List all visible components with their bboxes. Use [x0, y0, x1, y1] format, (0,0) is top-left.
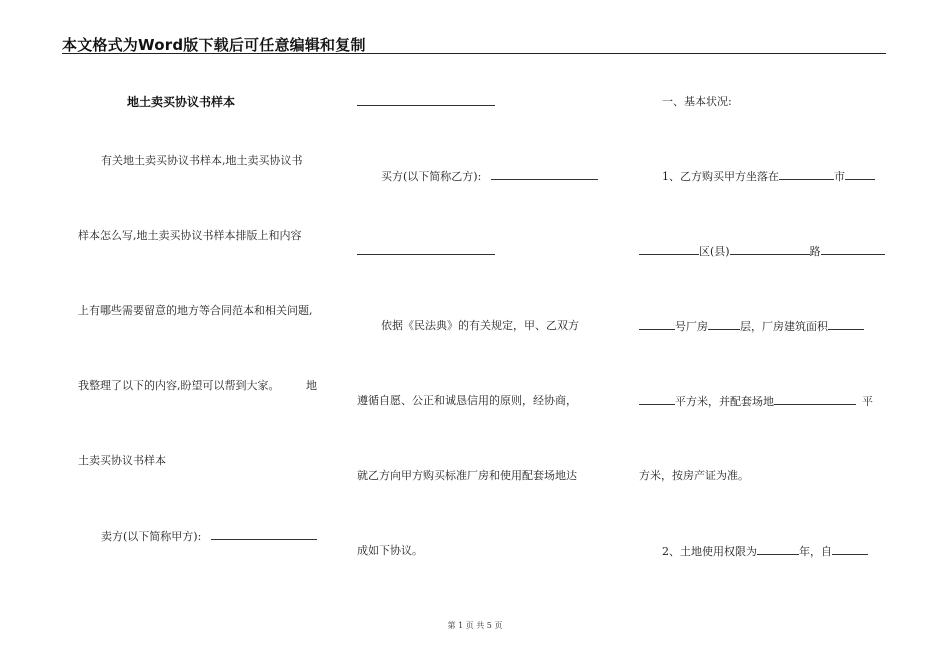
col2-top-blank-row: [357, 95, 495, 110]
header-rule: [62, 53, 886, 54]
sqm-blank: [639, 394, 675, 405]
col3-text-1: 1、乙方购买甲方坐落在: [662, 170, 779, 183]
col2-line-4: 就乙方向甲方购买标准厂房和使用配套场地达: [357, 469, 577, 482]
col3-text-from: 年，自: [799, 545, 832, 558]
col3-blank-end-1: [845, 169, 875, 180]
site-blank: [774, 394, 856, 405]
number-blank: [639, 319, 675, 330]
col1-line-5: 土卖买协议书样本: [78, 454, 166, 467]
district-blank: [730, 244, 810, 255]
page-footer: 第 1 页 共 5 页: [447, 621, 503, 630]
col2-blank-row-2: [357, 244, 495, 259]
area-blank: [828, 319, 864, 330]
col3-heading: 一、基本状况:: [662, 95, 732, 108]
col3-text-district: 区(县): [699, 245, 730, 258]
col3-line-3: [639, 319, 864, 334]
col3-line-4: [639, 394, 873, 409]
col3-line-6: [662, 544, 868, 559]
seller-label: 卖方(以下简称甲方):: [101, 530, 202, 543]
col2-line-5: 成如下协议。: [357, 544, 423, 557]
col1-line-4b: 地: [306, 379, 317, 392]
buyer-blank: [491, 169, 598, 180]
years-blank: [757, 544, 799, 555]
buyer-label: 买方(以下简称乙方):: [381, 170, 482, 183]
col2-line-1: [381, 169, 598, 184]
col2-line-3: 遵循自愿、公正和诚恳信用的原则，经协商，: [357, 394, 577, 407]
col3-blank-start-2: [639, 244, 699, 255]
document-title: 地土卖买协议书样本: [127, 95, 236, 109]
col3-text-city: 市: [834, 170, 845, 183]
seller-blank: [211, 529, 317, 540]
from-blank: [832, 544, 868, 555]
col3-text-ping: 平: [862, 395, 873, 408]
col1-line-2: 样本怎么写,地土卖买协议书样本排版上和内容: [78, 229, 302, 242]
col3-line-2: [639, 244, 885, 259]
col1-line-4: 我整理了以下的内容,盼望可以帮到大家。: [78, 379, 280, 392]
col1-line-3: 上有哪些需要留意的地方等合同范本和相关问题,: [78, 304, 313, 317]
col1-line-1: 有关地土卖买协议书样本,地土卖买协议书: [101, 154, 303, 167]
document-header: 本文格式为Word版下载后可任意编辑和复制: [62, 36, 366, 54]
city-blank: [779, 169, 834, 180]
col3-text-sqm: 平方米，并配套场地: [675, 395, 774, 408]
col3-line-1: [662, 169, 875, 184]
col2-blank-2: [357, 244, 495, 255]
col3-line-5: 方米，按房产证为准。: [639, 469, 749, 482]
col3-text-term: 2、土地使用权限为: [662, 545, 757, 558]
col3-text-area: 层，厂房建筑面积: [740, 320, 828, 333]
col2-line-2: 依据《民法典》的有关规定，甲、乙双方: [381, 319, 579, 332]
floor-blank: [708, 319, 740, 330]
col1-line-6: [101, 529, 317, 544]
col3-text-factory: 号厂房: [675, 320, 708, 333]
col2-top-blank: [357, 95, 495, 106]
road-blank: [821, 244, 885, 255]
col3-text-road: 路: [809, 245, 821, 258]
